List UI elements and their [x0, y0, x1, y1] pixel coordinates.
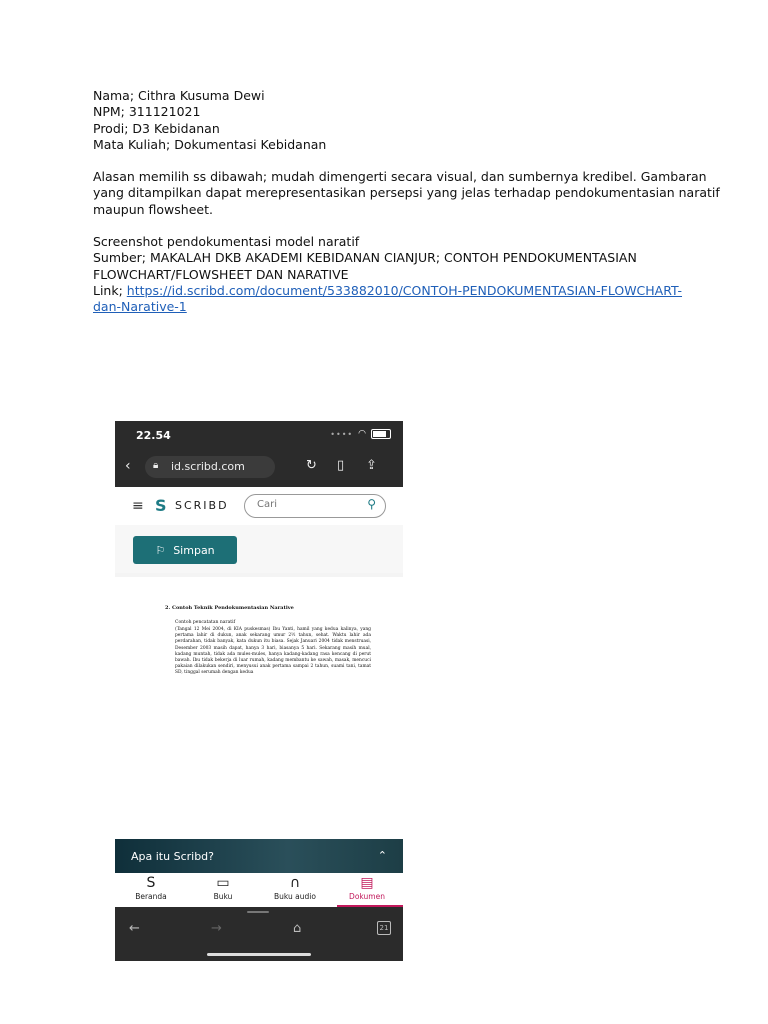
course-line: Mata Kuliah; Dokumentasi Kebidanan: [93, 136, 327, 152]
search-box[interactable]: [244, 494, 386, 518]
back-chevron-icon[interactable]: ‹: [125, 458, 131, 474]
search-icon[interactable]: ⚲: [367, 497, 376, 511]
promo-banner[interactable]: [115, 839, 403, 873]
reason-line-1: Alasan memilih ss dibawah; mudah dimengerti secara visual, dan sumbernya kredibel. Gambaran: [93, 169, 707, 185]
document-page: [115, 577, 403, 841]
hamburger-menu-icon[interactable]: ≡: [132, 498, 144, 514]
address-field[interactable]: [145, 456, 275, 478]
browser-back-icon[interactable]: ←: [129, 921, 140, 936]
reason-line-2: yang ditampilkan dapat merepresentasikan persepsi yang jelas terhadap pendokumentasian naratif: [93, 185, 720, 201]
screenshot-line: Screenshot pendokumentasi model naratif: [93, 234, 360, 250]
link-label: Link;: [93, 282, 123, 298]
page-body: (Tangal 12 Mei 2004, di KIA puskesmas) Ibu Yanti, hamil yang kedua kalinya, yang pertama lahir di dukun, anak sekarang umur 2½ tahun, sehat. Waktu lahir ada perdarahan, tidak banyak, kata dukun itu biasa. Sejak Januari 2004 tidak menstruasi, Desember 2003 masih dapat, hanya 3 hari, biasanya 5 hari. Sekarang masih mual, kadang muntah, tidak ada mules-mules, hanya kadang-kadang rasa kencang di perut bawah. Ibu tidak bekerja di luar rumah, kadang membantu ke sawah, masak, mencuci pakaian dilakukan sendiri, menyusui anak pertama sampai 2 tahun, suami tani, tamat SD, tinggal serumah dengan kedua: [175, 627, 371, 676]
source-link-part-2[interactable]: dan-Narative-1: [93, 299, 187, 315]
page-heading: 2. Contoh Teknik Pendokumentasian Narative: [165, 605, 294, 611]
source-line-1: Sumber; MAKALAH DKB AKADEMI KEBIDANAN CIANJUR; CONTOH PENDOKUMENTASIAN: [93, 250, 637, 266]
scribd-header: [115, 487, 403, 525]
reason-line-3: maupun flowsheet.: [93, 201, 213, 217]
status-time: 22.54: [136, 429, 171, 442]
phone-screenshot: [115, 421, 403, 961]
npm-line: NPM; 311121021: [93, 104, 201, 120]
search-input[interactable]: [255, 498, 359, 511]
promo-text: Apa itu Scribd?: [131, 850, 214, 863]
toolbar-grabber: [247, 911, 269, 913]
name-line: Nama; Cithra Kusuma Dewi: [93, 88, 265, 103]
browser-url-bar: [115, 449, 403, 487]
bottom-tab-bar: [115, 873, 403, 907]
headphones-icon: ∩: [289, 875, 301, 891]
tab-buku[interactable]: ▭ Buku: [193, 876, 253, 901]
tab-buku-audio[interactable]: ∩ Buku audio: [265, 876, 325, 901]
address-text: id.scribd.com: [171, 460, 245, 473]
home-icon[interactable]: ⌂: [293, 921, 302, 936]
status-bar: [115, 421, 403, 449]
scribd-home-icon: S: [146, 875, 156, 891]
scribd-logo-icon[interactable]: S: [155, 496, 167, 515]
page-subheading: Contoh pencatatan naratif: [175, 620, 236, 625]
share-icon[interactable]: ⇪: [366, 458, 377, 473]
source-line-2: FLOWCHART/FLOWSHEET DAN NARATIVE: [93, 266, 349, 282]
home-indicator: [207, 953, 311, 956]
wifi-icon: ◠: [358, 429, 366, 439]
tabs-count-icon[interactable]: 21: [377, 921, 391, 935]
save-area: [115, 525, 403, 573]
chevron-up-icon[interactable]: ⌃: [377, 849, 387, 862]
battery-icon: [371, 429, 391, 439]
browser-toolbar: [115, 907, 403, 961]
document-text: [93, 88, 720, 316]
book-icon: ▭: [216, 875, 230, 891]
lock-icon: 🔒︎: [153, 460, 159, 471]
bookmark-icon[interactable]: ▯: [337, 458, 345, 473]
reload-icon[interactable]: ↻: [306, 458, 317, 473]
bookmark-icon: ⚐: [155, 543, 166, 557]
prodi-line: Prodi; D3 Kebidanan: [93, 120, 220, 136]
tab-dokumen[interactable]: ▤ Dokumen: [337, 876, 397, 901]
tab-beranda[interactable]: S Beranda: [121, 876, 181, 901]
save-button[interactable]: [133, 536, 237, 564]
signal-icon: ••••: [330, 429, 354, 439]
source-link-part-1[interactable]: https://id.scribd.com/document/533882010/CONTOH-PENDOKUMENTASIAN-FLOWCHART-: [126, 282, 683, 298]
document-icon: ▤: [360, 875, 374, 891]
save-label: Simpan: [173, 543, 215, 557]
scribd-brand[interactable]: SCRIBD: [175, 499, 229, 512]
link-line: [93, 283, 693, 299]
browser-forward-icon[interactable]: →: [211, 921, 222, 936]
